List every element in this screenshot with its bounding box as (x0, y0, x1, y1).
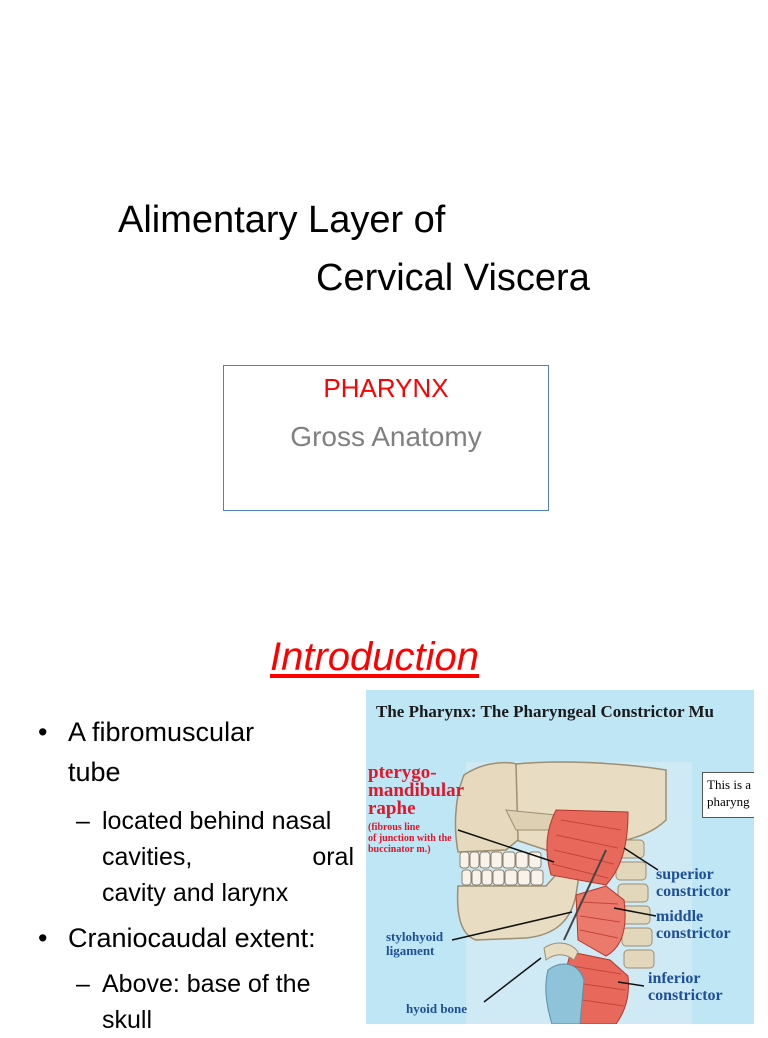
label-line: constrictor (656, 883, 731, 900)
figure-title: The Pharynx: The Pharyngeal Constrictor Mu (376, 702, 714, 721)
label-line: of junction with the (368, 833, 452, 844)
label-line: middle (656, 908, 704, 925)
subtitle-pharynx: PHARYNX (323, 373, 449, 403)
label-line: constrictor (648, 987, 723, 1004)
label-pterygomandibular-raphe (368, 764, 464, 818)
label-line: inferior (648, 970, 701, 987)
sub-bullet-text-justified (102, 839, 354, 875)
label-line: stylohyoid (386, 929, 444, 944)
label-superior-constrictor (656, 866, 731, 900)
bullet-marker: • (38, 717, 48, 747)
bullet-text: Craniocaudal extent: (68, 923, 316, 953)
label-line: pterygo- (368, 762, 437, 783)
subtitle-box (223, 365, 549, 511)
bullet-text: A fibromuscular (68, 717, 255, 747)
bullet-text: tube (68, 757, 121, 787)
label-inferior-constrictor (648, 970, 723, 1004)
figure-note-box (702, 772, 754, 818)
section-heading: Introduction (270, 635, 480, 679)
figure-note-line: pharyng (707, 794, 750, 809)
sub-bullet-word: oral (312, 843, 354, 871)
label-line: ligament (386, 943, 435, 958)
label-hyoid-bone: hyoid bone (406, 1001, 468, 1016)
sub-bullet-text: Above: base of the (102, 970, 311, 998)
sub-bullet-text: skull (102, 1006, 153, 1034)
label-line: mandibular (368, 780, 465, 801)
label-line: buccinator m.) (368, 844, 431, 855)
label-stylohyoid-ligament (386, 930, 443, 958)
label-line: superior (656, 866, 714, 883)
bullet-marker: • (38, 923, 48, 953)
label-line: (fibrous line (368, 822, 420, 833)
label-line: raphe (368, 798, 416, 819)
slide-title-line-1: Alimentary Layer of (118, 199, 446, 241)
sub-bullet-word: cavities, (102, 843, 193, 871)
figure-note-line: This is a (707, 777, 752, 792)
sub-bullet-marker: – (76, 970, 90, 998)
label-fibrous-line-note (368, 822, 452, 855)
pharynx-constrictor-figure (366, 690, 754, 1024)
slide-title-line-2: Cervical Viscera (316, 257, 590, 299)
sub-bullet-marker: – (76, 807, 90, 835)
label-line: constrictor (656, 925, 731, 942)
sub-bullet-text: located behind nasal (102, 807, 332, 835)
subtitle-gross-anatomy: Gross Anatomy (290, 421, 482, 452)
label-middle-constrictor (656, 908, 731, 942)
sub-bullet-text: cavity and larynx (102, 879, 289, 907)
